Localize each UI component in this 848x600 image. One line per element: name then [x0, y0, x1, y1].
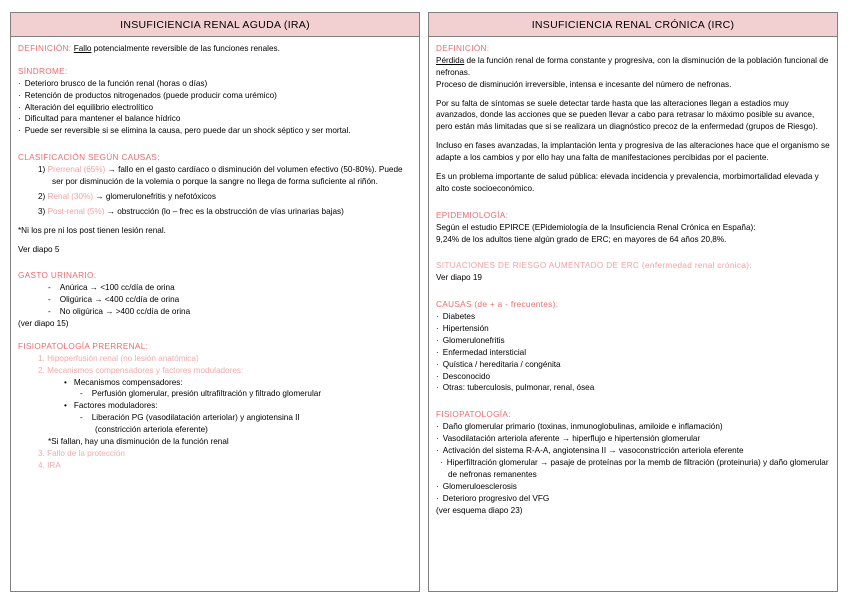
irc-fisio-item: · Glomeruloesclerosis [436, 481, 830, 493]
irc-fisio-hiperfiltracion: · Hiperfiltración glomerular → pasaje de proteínas por la memb de filtración (proteinuria) y daño glomerular de nefronas remanentes [436, 457, 830, 481]
ira-clasificacion-name: Prerrenal (65%) [47, 165, 106, 175]
irc-fisio-item: · Daño glomerular primario (toxinas, inmunoglobulinas, amiloide e inflamación) [436, 421, 830, 433]
ira-fisio-sub-detail: - Perfusión glomerular, presión ultrafiltración y filtrado glomerular [18, 388, 412, 400]
column-irc [428, 12, 838, 592]
irc-epidemiologia-line1: Según el estudio EPIRCE (EPidemiología de la Insuficiencia Renal Crónica en España): [436, 222, 756, 232]
irc-causas-item: · Desconocido [436, 371, 830, 383]
irc-parrafo-1: Por su falta de síntomas se suele detectar tarde hasta que las alteraciones llegan a estadios muy avanzados, donde las acciones que se pueden llevar a cabo para retrasar lo máximo posible su avance, pero están más limitadas que si se realizara un diagnóstico precoz de la enfermedad (grupos de Riesgo). [436, 98, 818, 132]
ira-fisio-num: 3. [38, 448, 45, 458]
ira-fisio-sub: • Mecanismos compensadores: [18, 377, 412, 389]
ira-sindrome-item: · Alteración del equilibrio electrolítico [18, 102, 412, 114]
irc-causas-item: · Otras: tuberculosis, pulmonar, renal, ósea [436, 382, 830, 394]
irc-parrafo-2: Incluso en fases avanzadas, la implantación lenta y progresiva de las alteraciones hace que el organismo se adapte a los cambios y por ello hay una falta de manifestaciones percibidas por el paciente. [436, 141, 830, 163]
column-ira [10, 12, 420, 592]
irc-epidemiologia-line2: 9,24% de los adultos tiene algún grado de ERC; en mayores de 64 años 20,8%. [436, 234, 727, 244]
irc-fisio-item: · Deterioro progresivo del VFG [436, 493, 830, 505]
ira-fisio-text: Hipoperfusión renal (no lesión anatómica) [47, 353, 199, 363]
ira-clasificacion-item [18, 164, 412, 188]
irc-causas-item: · Quística / hereditaria / congénita [436, 359, 830, 371]
irc-fisio-item: · Vasodilatación arteriola aferente → hiperflujo e hipertensión glomerular [436, 433, 830, 445]
irc-fisiopatologia-label: FISIOPATOLOGÍA: [436, 410, 511, 420]
irc-causas-label: CAUSAS (de + a - frecuentes): [436, 300, 559, 310]
ira-fisiopatologia-label: FISIOPATOLOGÍA PRERRENAL: [18, 341, 149, 351]
irc-causas-item: · Glomerulonefritis [436, 335, 830, 347]
ira-nota-lesion: *Ni los pre ni los post tienen lesión renal. [18, 225, 166, 235]
ira-fisio-num: 1. [38, 353, 45, 363]
ira-fisio-step [18, 365, 412, 377]
ira-definicion-key: Fallo [73, 44, 92, 53]
irc-causas-item: · Enfermedad intersticial [436, 347, 830, 359]
ira-gasto-item: - Oligúrica → <400 cc/día de orina [18, 294, 412, 306]
column-header-irc: INSUFICIENCIA RENAL CRÓNICA (IRC) [428, 12, 838, 37]
irc-definicion-key: Pérdida [436, 55, 465, 65]
ira-gasto-item: - Anúrica → <100 cc/día de orina [18, 282, 412, 294]
ira-clasificacion-item [18, 206, 412, 218]
irc-situaciones-label: SITUACIONES DE RIESGO AUMENTADO DE ERC (enfermedad renal crónica): [436, 261, 752, 271]
ira-fisio-sub-detail2: (constricción arteriola eferente) [95, 425, 208, 435]
ira-clasificacion-num: 1) [38, 165, 46, 175]
ira-fisio-text: Mecanismos compensadores y factores moduladores: [47, 365, 244, 375]
irc-ver-esquema: (ver esquema diapo 23) [436, 505, 523, 515]
ira-clasificacion-num: 3) [38, 206, 46, 216]
ira-clasificacion-num: 2) [38, 191, 46, 201]
ira-fisio-text: Fallo de la protección [47, 448, 125, 458]
irc-fisio-item: · Activación del sistema R-A-A, angiotensina II → vasoconstricción arteriola eferente [436, 445, 830, 457]
ira-sindrome-item: · Dificultad para mantener el balance hídrico [18, 113, 412, 125]
ira-gasto-label: GASTO URINARIO: [18, 271, 97, 281]
ira-sindrome-item: · Puede ser reversible si se elimina la causa, pero puede dar un shock séptico y ser mortal. [18, 125, 412, 137]
column-body-irc [428, 37, 838, 592]
ira-definicion-rest: potencialmente reversible de las funciones renales. [91, 44, 280, 53]
ira-clasificacion-label: CLASIFICACIÓN SEGÚN CAUSAS: [18, 153, 160, 163]
ira-clasificacion-text: → glomerulonefritis y nefotóxicos [93, 191, 216, 201]
ira-sindrome-label: SÍNDROME: [18, 66, 68, 76]
irc-causas-item: · Hipertensión [436, 323, 830, 335]
ira-gasto-item: - No oligúrica → >400 cc/día de orina [18, 306, 412, 318]
ira-sindrome-item: · Retención de productos nitrogenados (puede producir coma urémico) [18, 90, 412, 102]
ira-fisio-step [18, 460, 412, 472]
irc-causas-item: · Diabetes [436, 311, 830, 323]
ira-definicion [18, 43, 412, 55]
irc-situaciones-text: Ver diapo 19 [436, 273, 482, 283]
ira-fisio-text: IRA [47, 460, 61, 470]
column-body-ira [10, 37, 420, 592]
ira-clasificacion-text: → obstrucción (lo – frec es la obstrucción de vías urinarias bajas) [104, 206, 344, 216]
ira-clasificacion-text: → fallo en el gasto cardíaco o disminución del volumen efectivo (50-80%). Puede ser por disminución de la volemia o porque la sangre no llega de forma suficiente al riñón. [52, 165, 403, 187]
irc-epidemiologia-label: EPIDEMIOLOGÍA: [436, 210, 509, 220]
ira-clasificacion-name: Post-renal (5%) [47, 206, 105, 216]
column-header-ira: INSUFICIENCIA RENAL AGUDA (IRA) [10, 12, 420, 37]
irc-parrafo-3: Es un problema importante de salud pública: elevada incidencia y prevalencia, morbimortalidad elevada y alto coste socioeconómico. [436, 172, 819, 193]
irc-definicion-rest: de la función renal de forma constante y progresiva, con la disminución de la población funcional de nefronas. [436, 55, 829, 77]
irc-definicion-label: DEFINICIÓN: [436, 44, 490, 53]
ira-fisio-step [18, 353, 412, 365]
ira-fisio-sub-detail: - Liberación PG (vasodilatación arteriolar) y angiotensina II [18, 412, 412, 424]
ira-fisio-num: 4. [38, 460, 45, 470]
ira-clasificacion-item [18, 191, 412, 203]
ira-sindrome-item: · Deterioro brusco de la función renal (horas o días) [18, 78, 412, 90]
ira-clasificacion-name: Renal (30%) [47, 191, 94, 201]
irc-definicion [436, 55, 830, 79]
ira-fisio-nota: *Si fallan, hay una disminución de la función renal [48, 437, 229, 447]
ira-ver-diapo-5: Ver diapo 5 [18, 244, 60, 254]
ira-definicion-label: DEFINICIÓN: [18, 44, 72, 53]
ira-fisio-num: 2. [38, 365, 45, 375]
ira-fisio-sub: • Factores moduladores: [18, 400, 412, 412]
irc-definicion-line2: Proceso de disminución irreversible, intensa e incesante del número de nefronas. [436, 79, 732, 89]
ira-ver-diapo-15: (ver diapo 15) [18, 319, 69, 329]
ira-fisio-step [18, 448, 412, 460]
